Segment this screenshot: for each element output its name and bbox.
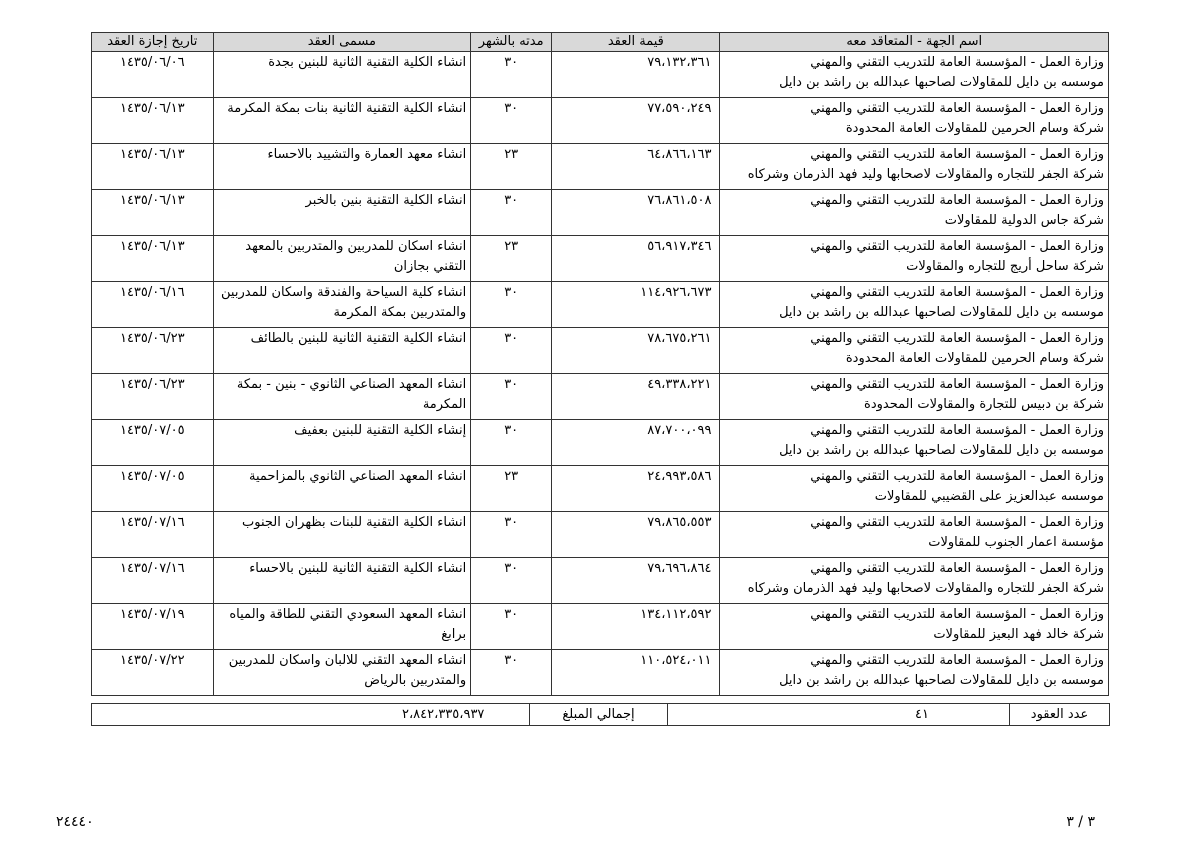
contract-value-cell: ٤٩،٣٣٨،٢٢١: [552, 374, 720, 420]
contract-value-cell: ٧٩،٦٩٦،٨٦٤: [552, 558, 720, 604]
approval-date-cell: ١٤٣٥/٠٧/١٦: [92, 558, 214, 604]
contract-value-cell: ١١٤،٩٢٦،٦٧٣: [552, 282, 720, 328]
party-contractor: شركة ساحل أريج للتجاره والمقاولات: [906, 259, 1104, 274]
party-cell: [720, 512, 1109, 558]
header-duration: مدته بالشهر: [471, 33, 552, 52]
contracts-table: [91, 32, 1109, 696]
approval-date-cell: ١٤٣٥/٠٦/٢٣: [92, 328, 214, 374]
contract-count-label: عدد العقود: [1010, 704, 1110, 726]
party-ministry: وزارة العمل - المؤسسة العامة للتدريب التقني والمهني: [810, 239, 1104, 254]
duration-cell: ٣٠: [471, 328, 552, 374]
contract-value-cell: ٧٦،٨٦١،٥٠٨: [552, 190, 720, 236]
contract-value-cell: ٧٩،٨٦٥،٥٥٣: [552, 512, 720, 558]
approval-date-cell: ١٤٣٥/٠٦/١٣: [92, 236, 214, 282]
contract-value-cell: ٦٤،٨٦٦،١٦٣: [552, 144, 720, 190]
contract-value-cell: ٥٦،٩١٧،٣٤٦: [552, 236, 720, 282]
party-cell: [720, 604, 1109, 650]
duration-cell: ٣٠: [471, 604, 552, 650]
party-cell: [720, 236, 1109, 282]
header-date: تاريخ إجازة العقد: [92, 33, 214, 52]
party-contractor: موسسه بن دايل للمقاولات لصاحبها عبدالله بن راشد بن دايل: [779, 305, 1104, 320]
contract-name-cell: انشاء المعهد الصناعي الثانوي - بنين - بمكة المكرمة: [213, 374, 471, 420]
table-row: [92, 52, 1109, 98]
party-ministry: وزارة العمل - المؤسسة العامة للتدريب التقني والمهني: [810, 469, 1104, 484]
contract-value-cell: ٧٧،٥٩٠،٢٤٩: [552, 98, 720, 144]
duration-cell: ٣٠: [471, 52, 552, 98]
contract-name-cell: انشاء كلية السياحة والفندقة واسكان للمدربين والمتدربين بمكة المكرمة: [213, 282, 471, 328]
contract-value-cell: ٢٤،٩٩٣،٥٨٦: [552, 466, 720, 512]
approval-date-cell: ١٤٣٥/٠٦/١٣: [92, 144, 214, 190]
party-cell: [720, 52, 1109, 98]
approval-date-cell: ١٤٣٥/٠٧/١٦: [92, 512, 214, 558]
table-row: [92, 466, 1109, 512]
contract-name-cell: إنشاء الكلية التقنية للبنين بعفيف: [213, 420, 471, 466]
party-contractor: شركة وسام الحرمين للمقاولات العامة المحدودة: [845, 351, 1104, 366]
contract-name-cell: انشاء الكلية التقنية الثانية للبنين بجدة: [213, 52, 471, 98]
table-row: [92, 650, 1109, 696]
approval-date-cell: ١٤٣٥/٠٦/١٣: [92, 190, 214, 236]
contract-value-cell: ١٣٤،١١٢،٥٩٢: [552, 604, 720, 650]
duration-cell: ٣٠: [471, 190, 552, 236]
approval-date-cell: ١٤٣٥/٠٧/٢٢: [92, 650, 214, 696]
table-header-row: [92, 33, 1109, 52]
table-row: [92, 604, 1109, 650]
party-contractor: موسسه بن دايل للمقاولات لصاحبها عبدالله بن راشد بن دايل: [779, 673, 1104, 688]
page-number: ٣ / ٣: [1066, 814, 1095, 830]
table-row: [92, 236, 1109, 282]
party-ministry: وزارة العمل - المؤسسة العامة للتدريب التقني والمهني: [810, 193, 1104, 208]
approval-date-cell: ١٤٣٥/٠٧/١٩: [92, 604, 214, 650]
contract-name-cell: انشاء الكلية التقنية الثانية بنات بمكة المكرمة: [213, 98, 471, 144]
contract-name-cell: انشاء المعهد السعودي التقني للطاقة والمياه برابغ: [213, 604, 471, 650]
party-contractor: شركة جاس الدولية للمقاولات: [944, 213, 1104, 228]
contract-value-cell: ٨٧،٧٠٠،٠٩٩: [552, 420, 720, 466]
duration-cell: ٣٠: [471, 282, 552, 328]
duration-cell: ٣٠: [471, 512, 552, 558]
party-contractor: موسسه بن دايل للمقاولات لصاحبها عبدالله بن راشد بن دايل: [779, 443, 1104, 458]
summary-row: [92, 704, 1110, 726]
party-cell: [720, 374, 1109, 420]
party-cell: [720, 650, 1109, 696]
table-row: [92, 144, 1109, 190]
contract-name-cell: انشاء المعهد التقني للالبان واسكان للمدربين والمتدربين بالرياض: [213, 650, 471, 696]
party-ministry: وزارة العمل - المؤسسة العامة للتدريب التقني والمهني: [810, 561, 1104, 576]
table-row: [92, 282, 1109, 328]
table-row: [92, 190, 1109, 236]
table-row: [92, 328, 1109, 374]
party-contractor: موسسه بن دايل للمقاولات لصاحبها عبدالله بن راشد بن دايل: [779, 75, 1104, 90]
contract-value-cell: ٧٩،١٣٢،٣٦١: [552, 52, 720, 98]
party-contractor: شركة بن دبيس للتجارة والمقاولات المحدودة: [864, 397, 1104, 412]
party-cell: [720, 98, 1109, 144]
party-ministry: وزارة العمل - المؤسسة العامة للتدريب التقني والمهني: [810, 101, 1104, 116]
duration-cell: ٢٣: [471, 236, 552, 282]
party-ministry: وزارة العمل - المؤسسة العامة للتدريب التقني والمهني: [810, 331, 1104, 346]
table-row: [92, 558, 1109, 604]
approval-date-cell: ١٤٣٥/٠٧/٠٥: [92, 466, 214, 512]
approval-date-cell: ١٤٣٥/٠٦/١٣: [92, 98, 214, 144]
party-contractor: شركة الجفر للتجاره والمقاولات لاصحابها وليد فهد الذرمان وشركاه: [747, 167, 1104, 182]
duration-cell: ٢٣: [471, 466, 552, 512]
duration-cell: ٣٠: [471, 650, 552, 696]
table-row: [92, 512, 1109, 558]
party-ministry: وزارة العمل - المؤسسة العامة للتدريب التقني والمهني: [810, 653, 1104, 668]
table-body: [92, 52, 1109, 696]
approval-date-cell: ١٤٣٥/٠٦/٠٦: [92, 52, 214, 98]
contract-name-cell: انشاء الكلية التقنية للبنات بظهران الجنوب: [213, 512, 471, 558]
total-amount-label: إجمالي المبلغ: [530, 704, 668, 726]
party-contractor: شركة الجفر للتجاره والمقاولات لاصحابها وليد فهد الذرمان وشركاه: [747, 581, 1104, 596]
duration-cell: ٣٠: [471, 558, 552, 604]
party-cell: [720, 466, 1109, 512]
contract-value-cell: ٧٨،٦٧٥،٢٦١: [552, 328, 720, 374]
party-cell: [720, 190, 1109, 236]
contract-name-cell: انشاء معهد العمارة والتشييد بالاحساء: [213, 144, 471, 190]
contract-value-cell: ١١٠،٥٢٤،٠١١: [552, 650, 720, 696]
party-ministry: وزارة العمل - المؤسسة العامة للتدريب التقني والمهني: [810, 607, 1104, 622]
party-ministry: وزارة العمل - المؤسسة العامة للتدريب التقني والمهني: [810, 285, 1104, 300]
table-row: [92, 420, 1109, 466]
table-row: [92, 98, 1109, 144]
party-cell: [720, 144, 1109, 190]
contract-name-cell: انشاء الكلية التقنية بنين بالخبر: [213, 190, 471, 236]
approval-date-cell: ١٤٣٥/٠٧/٠٥: [92, 420, 214, 466]
party-contractor: شركة خالد فهد البعيز للمقاولات: [933, 627, 1104, 642]
contract-name-cell: انشاء اسكان للمدربين والمتدربين بالمعهد التقني بجازان: [213, 236, 471, 282]
party-cell: [720, 328, 1109, 374]
duration-cell: ٣٠: [471, 420, 552, 466]
header-value: قيمة العقد: [552, 33, 720, 52]
duration-cell: ٣٠: [471, 374, 552, 420]
party-ministry: وزارة العمل - المؤسسة العامة للتدريب التقني والمهني: [810, 377, 1104, 392]
party-cell: [720, 558, 1109, 604]
total-amount-value: ٢،٨٤٢،٣٣٥،٩٣٧: [92, 704, 530, 726]
party-ministry: وزارة العمل - المؤسسة العامة للتدريب التقني والمهني: [810, 55, 1104, 70]
approval-date-cell: ١٤٣٥/٠٦/١٦: [92, 282, 214, 328]
contract-name-cell: انشاء المعهد الصناعي الثانوي بالمزاحمية: [213, 466, 471, 512]
duration-cell: ٢٣: [471, 144, 552, 190]
party-ministry: وزارة العمل - المؤسسة العامة للتدريب التقني والمهني: [810, 515, 1104, 530]
duration-cell: ٣٠: [471, 98, 552, 144]
header-party: اسم الجهة - المتعاقد معه: [720, 33, 1109, 52]
party-cell: [720, 282, 1109, 328]
contract-name-cell: انشاء الكلية التقنية الثانية للبنين بالاحساء: [213, 558, 471, 604]
table-row: [92, 374, 1109, 420]
approval-date-cell: ١٤٣٥/٠٦/٢٣: [92, 374, 214, 420]
party-ministry: وزارة العمل - المؤسسة العامة للتدريب التقني والمهني: [810, 147, 1104, 162]
party-cell: [720, 420, 1109, 466]
party-contractor: شركة وسام الحرمين للمقاولات العامة المحدودة: [845, 121, 1104, 136]
header-name: مسمى العقد: [213, 33, 471, 52]
party-ministry: وزارة العمل - المؤسسة العامة للتدريب التقني والمهني: [810, 423, 1104, 438]
contract-count-value: ٤١: [668, 704, 1010, 726]
party-contractor: موسسه عبدالعزيز على القضيبي للمقاولات: [874, 489, 1104, 504]
party-contractor: مؤسسة اعمار الجنوب للمقاولات: [928, 535, 1104, 550]
contract-name-cell: انشاء الكلية التقنية الثانية للبنين بالطائف: [213, 328, 471, 374]
summary-table: [91, 703, 1110, 726]
document-code: ٢٤٤٤٠: [56, 814, 94, 830]
